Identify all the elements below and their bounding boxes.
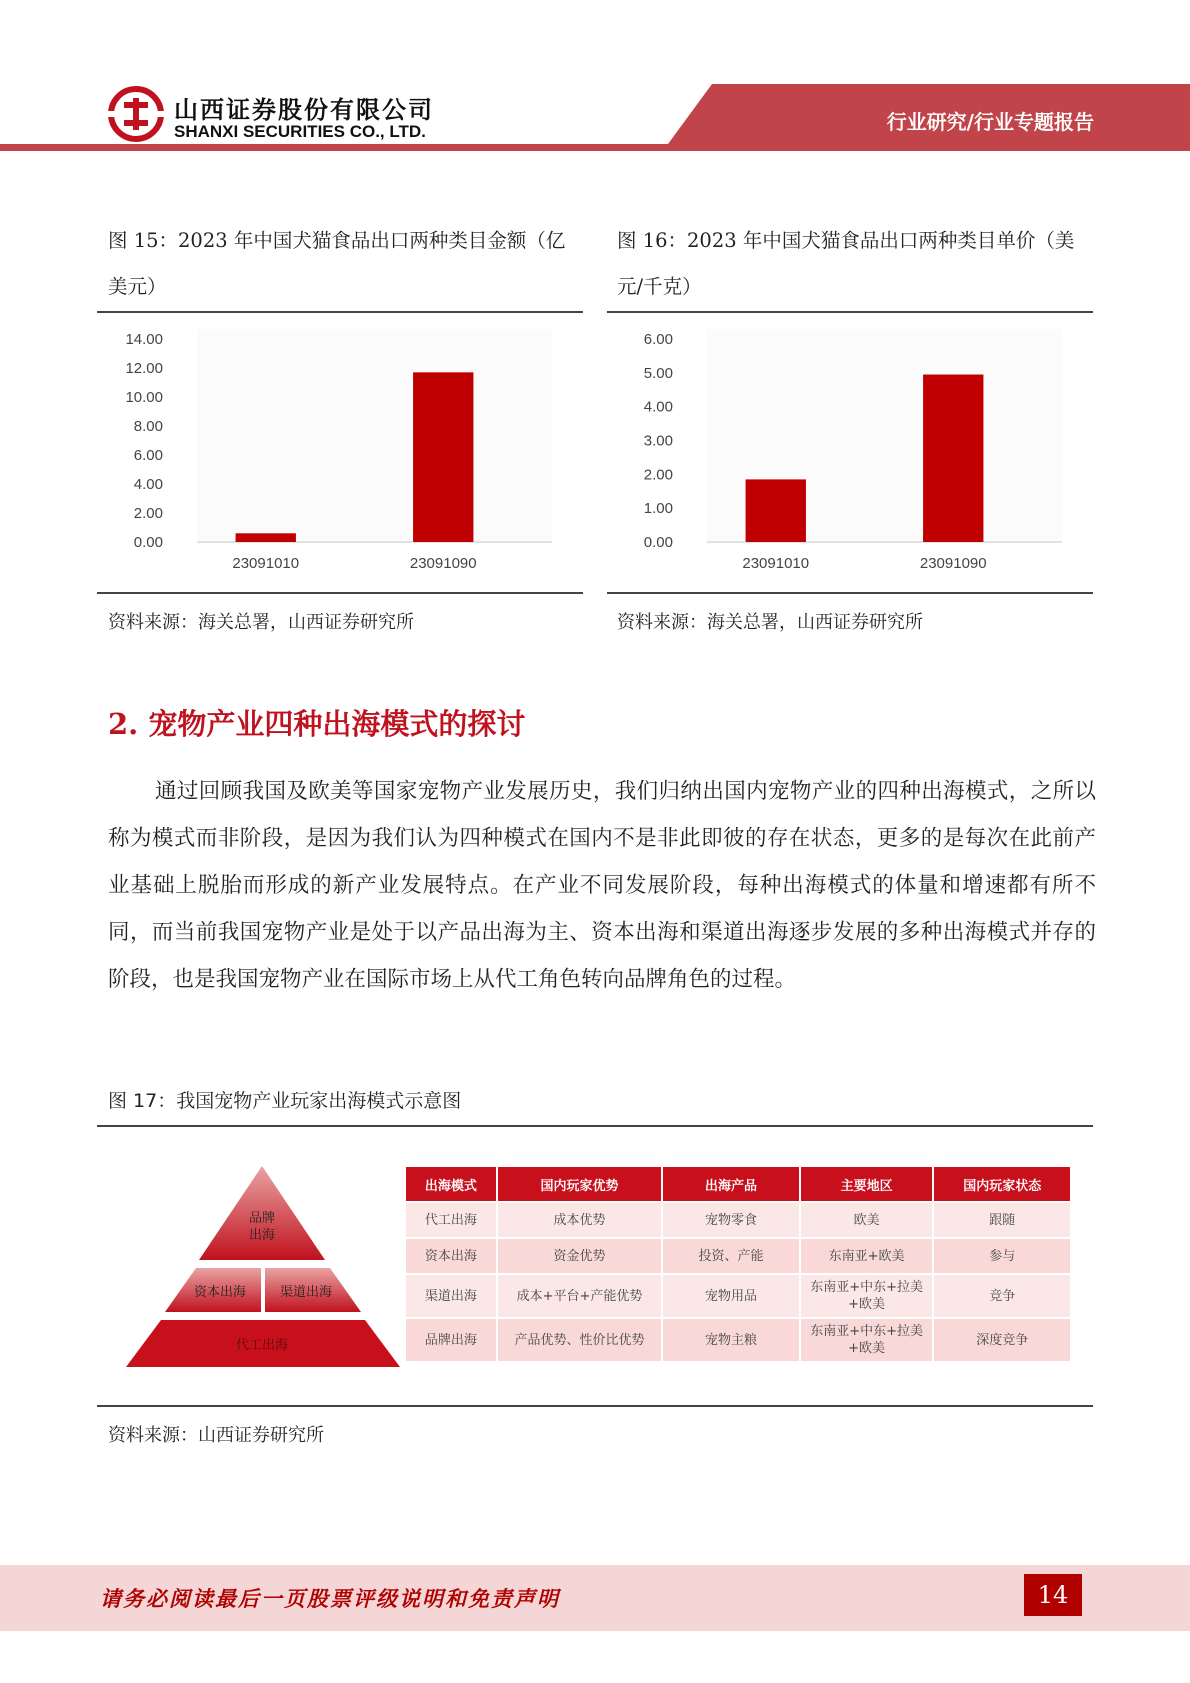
figure15-chart	[97, 314, 583, 592]
table-header: 主要地区	[800, 1166, 934, 1202]
pyramid-top-label: 品牌出海	[248, 1211, 276, 1243]
figure16-caption-line1: 图 16：2023 年中国犬猫食品出口两种类目单价（美	[617, 229, 1075, 252]
figure15-caption-line2: 美元）	[108, 275, 167, 298]
figure15-bottom-rule	[97, 592, 583, 594]
table-header: 出海模式	[405, 1166, 497, 1202]
chart15-x-tick-label: 23091010	[232, 555, 300, 572]
table-cell: 东南亚+中东+拉美+欧美	[800, 1318, 934, 1362]
table-cell: 投资、产能	[662, 1238, 800, 1274]
chart16-y-tick-label: 0.00	[643, 534, 673, 551]
figure17-bottom-rule	[97, 1405, 1093, 1407]
figure16-chart	[607, 314, 1093, 592]
table-cell: 深度竞争	[933, 1318, 1071, 1362]
chart15-y-tick-label: 0.00	[133, 534, 163, 551]
figure16-caption-line2: 元/千克）	[617, 275, 702, 298]
chart15-y-tick-label: 4.00	[133, 476, 163, 493]
table-cell: 跟随	[933, 1202, 1071, 1238]
chart15-y-tick-label: 6.00	[133, 447, 163, 464]
figure15-caption-line1: 图 15：2023 年中国犬猫食品出口两种类目金额（亿	[108, 229, 566, 252]
table-cell: 渠道出海	[405, 1274, 497, 1318]
chart15-y-tick-label: 12.00	[125, 360, 163, 377]
company-name-cn: 山西证券股份有限公司	[174, 96, 434, 124]
chart15-bar	[236, 533, 296, 542]
table-cell: 东南亚+欧美	[800, 1238, 934, 1274]
table-cell: 宠物用品	[662, 1274, 800, 1318]
table-cell: 宠物零食	[662, 1202, 800, 1238]
section-paragraph: 通过回顾我国及欧美等国家宠物产业发展历史，我们归纳出国内宠物产业的四种出海模式，之所以称为模式而非阶段，是因为我们认为四种模式在国内不是非此即彼的存在状态，更多的是每次在此前产业基础上脱胎而形成的新产业发展特点。在产业不同发展阶段，每种出海模式的体量和增速都有所不同，而当前我国宠物产业是处于以产品出海为主、资本出海和渠道出海逐步发展的多种出海模式并存的阶段，也是我国宠物产业在国际市场上从代工角色转向品牌角色的过程。	[108, 779, 1096, 992]
chart16-y-tick-label: 4.00	[643, 398, 673, 416]
mode-pyramid	[120, 1160, 405, 1375]
table-cell: 欧美	[800, 1202, 934, 1238]
table-header: 国内玩家优势	[497, 1166, 662, 1202]
table-cell: 竞争	[933, 1274, 1071, 1318]
chart16-bar	[746, 479, 806, 542]
table-row	[405, 1202, 1071, 1238]
chart15-y-tick-label: 10.00	[125, 389, 163, 406]
table-cell: 东南亚+中东+拉美+欧美	[800, 1274, 934, 1318]
pyramid-base-label: 代工出海	[235, 1338, 289, 1353]
table-header: 出海产品	[662, 1166, 800, 1202]
table-header: 国内玩家状态	[933, 1166, 1071, 1202]
chart16-x-tick-label: 23091010	[742, 555, 810, 572]
table-cell: 参与	[933, 1238, 1071, 1274]
chart16-x-tick-label: 23091090	[919, 555, 987, 572]
table-cell: 资本出海	[405, 1238, 497, 1274]
chart16-y-tick-label: 3.00	[643, 432, 673, 450]
figure17-top-rule	[97, 1125, 1093, 1127]
chart16-y-tick-label: 5.00	[643, 364, 673, 382]
figure16-bottom-rule	[607, 592, 1093, 594]
mode-table	[404, 1165, 1072, 1363]
figure15-source: 资料来源：海关总署，山西证券研究所	[108, 612, 414, 633]
chart15-x-tick-label: 23091090	[409, 555, 477, 572]
chart16-bar	[923, 375, 983, 542]
chart15-plot-area	[197, 329, 552, 542]
table-cell: 成本+平台+产能优势	[497, 1274, 662, 1318]
page-number: 14	[1024, 1574, 1082, 1616]
footer-disclaimer: 请务必阅读最后一页股票评级说明和免责声明	[100, 1586, 560, 1611]
figure15-caption	[108, 218, 588, 310]
pyramid-mid-right-label: 渠道出海	[279, 1285, 333, 1300]
table-cell: 代工出海	[405, 1202, 497, 1238]
figure16-top-rule	[607, 311, 1093, 313]
table-cell: 品牌出海	[405, 1318, 497, 1362]
chart15-y-tick-label: 14.00	[125, 331, 163, 348]
report-type: 行业研究/行业专题报告	[886, 110, 1094, 134]
chart16-y-tick-label: 6.00	[643, 331, 673, 348]
section-heading: 2. 宠物产业四种出海模式的探讨	[108, 707, 526, 741]
table-cell: 宠物主粮	[662, 1318, 800, 1362]
table-cell: 资金优势	[497, 1238, 662, 1274]
chart16-y-tick-label: 1.00	[643, 500, 673, 518]
table-cell: 成本优势	[497, 1202, 662, 1238]
figure16-source: 资料来源：海关总署，山西证券研究所	[617, 612, 923, 633]
company-logo	[108, 86, 164, 142]
pyramid-mid-left-label: 资本出海	[193, 1285, 247, 1300]
company-name-en: SHANXI SECURITIES CO., LTD.	[174, 122, 426, 141]
figure17-caption: 图 17：我国宠物产业玩家出海模式示意图	[108, 1090, 462, 1112]
table-header-row	[405, 1166, 1071, 1202]
figure16-caption	[617, 218, 1097, 310]
chart15-y-tick-label: 8.00	[133, 418, 163, 435]
figure15-top-rule	[97, 311, 583, 313]
table-row	[405, 1274, 1071, 1318]
figure17-source: 资料来源：山西证券研究所	[108, 1425, 324, 1446]
table-cell: 产品优势、性价比优势	[497, 1318, 662, 1362]
table-row	[405, 1238, 1071, 1274]
table-row	[405, 1318, 1071, 1362]
chart15-bar	[413, 372, 473, 542]
chart15-y-tick-label: 2.00	[133, 505, 163, 522]
chart16-y-tick-label: 2.00	[643, 466, 673, 484]
